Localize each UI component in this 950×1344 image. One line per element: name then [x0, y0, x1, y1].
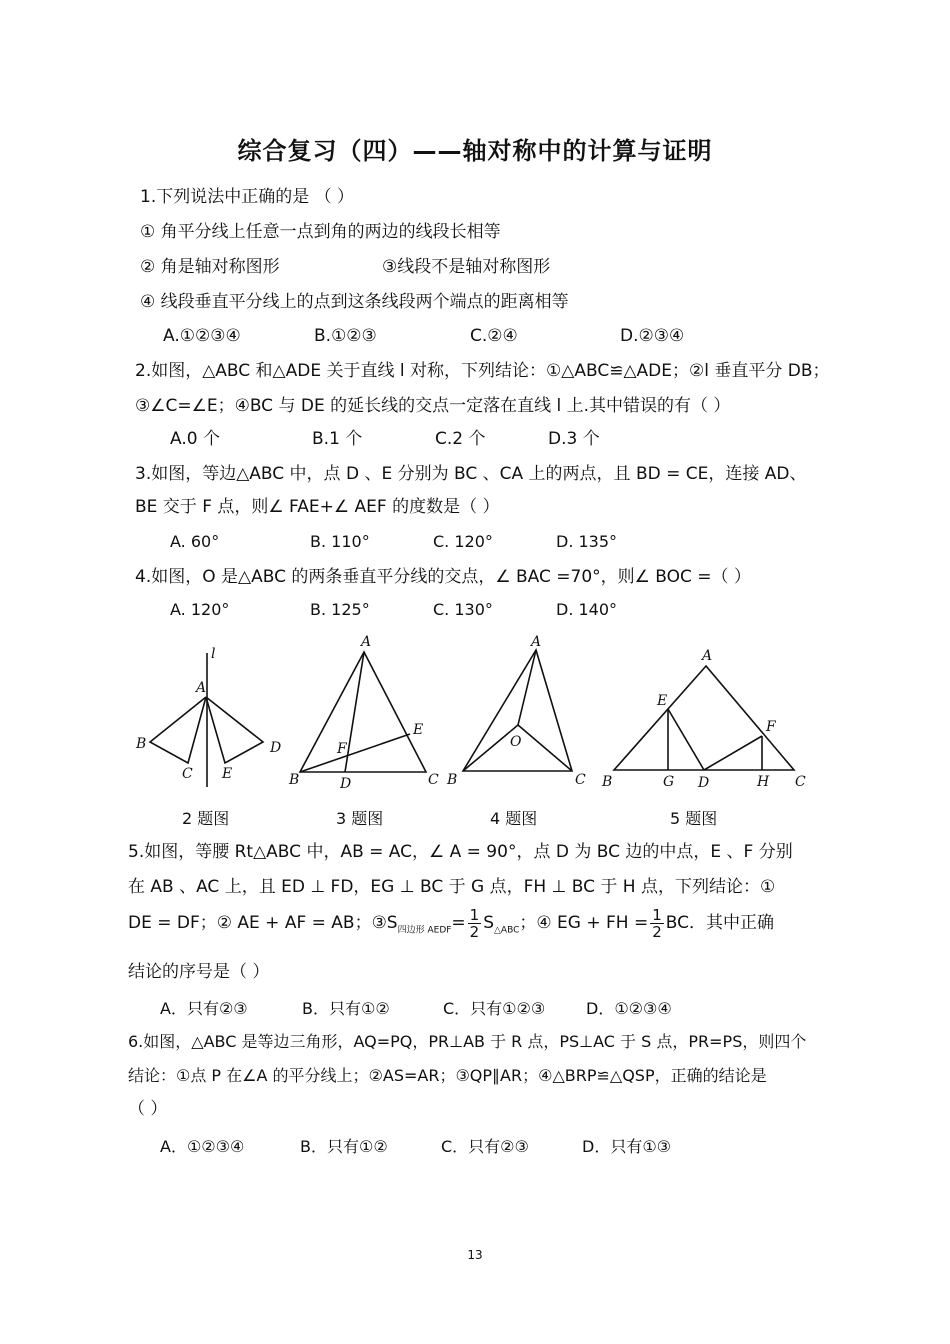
figure-2-caption: 2 题图	[182, 809, 230, 828]
q2-option-b: B.1 个	[312, 429, 363, 449]
figure-3-drawing	[300, 652, 426, 772]
q4-option-d: D. 140°	[556, 600, 618, 619]
q5-fraction-1: $\frac{1}{2}$	[469, 905, 480, 941]
q5-line3-part-d: BC．其中正确	[665, 913, 775, 933]
fig4-label-b: B	[447, 772, 458, 788]
q4-line-1: 4.如图，O 是△ABC 的两条垂直平分线的交点，∠ BAC =70°，则∠ BOC =（ ）	[135, 567, 751, 587]
q5-line-2: 在 AB 、AC 上，且 ED ⊥ FD，EG ⊥ BC 于 G 点，FH ⊥ BC 于 H 点，下列结论：①	[128, 877, 776, 897]
fig2-label-l: l	[211, 646, 216, 662]
q3-line-2: BE 交于 F 点，则∠ FAE+∠ AEF 的度数是（ ）	[135, 497, 500, 517]
fig5-label-d: D	[698, 775, 710, 791]
q2-line-2: ③∠C=∠E；④BC 与 DE 的延长线的交点一定落在直线 l 上.其中错误的有（ ）	[135, 396, 731, 416]
figure-4-drawing	[463, 650, 572, 771]
figure-3-caption: 3 题图	[336, 809, 384, 828]
figure-5-caption: 5 题图	[670, 809, 718, 828]
q5-line3-sub: 四边形 AEDF	[397, 925, 452, 936]
fig3-label-c: C	[428, 772, 439, 788]
q5-line3-sub2: △ABC	[494, 925, 520, 936]
fig4-label-c: C	[575, 772, 586, 788]
q2-line-1: 2.如图，△ABC 和△ADE 关于直线 l 对称，下列结论：①△ABC≌△ADE；②l 垂直平分 DB；	[135, 361, 830, 381]
q1-option-c: C.②④	[470, 326, 518, 346]
figures-row	[0, 630, 950, 800]
q6-line-2: 结论：①点 P 在∠A 的平分线上；②AS=AR；③QP∥AR；④△BRP≌△QSP，正确的结论是	[128, 1066, 767, 1085]
q6-line-3: （ ）	[128, 1099, 168, 1119]
q5-line-3	[128, 903, 774, 950]
fig3-label-b: B	[289, 772, 300, 788]
fig2-label-c: C	[182, 766, 193, 782]
fig5-label-b: B	[602, 774, 613, 790]
q6-option-a: A．①②③④	[160, 1137, 245, 1156]
q4-option-c: C. 130°	[433, 600, 493, 619]
q5-line3-part-b: S	[483, 913, 495, 933]
q5-fraction-2: $\frac{1}{2}$	[652, 905, 662, 941]
q2-option-c: C.2 个	[435, 429, 486, 449]
q4-option-b: B. 125°	[310, 600, 370, 619]
fig5-label-a: A	[702, 648, 713, 664]
q6-line-1: 6.如图，△ABC 是等边三角形，AQ=PQ，PR⊥AB 于 R 点，PS⊥AC 于 S 点，PR=PS，则四个	[128, 1032, 807, 1051]
q1-stem: 1.下列说法中正确的是 （ ）	[140, 187, 355, 207]
fig3-label-d: D	[340, 776, 352, 792]
q1-option-d: D.②③④	[620, 326, 685, 346]
q1-item-1: ① 角平分线上任意一点到角的两边的线段长相等	[140, 222, 501, 242]
q1-item-2: ② 角是轴对称图形	[140, 257, 280, 277]
q5-line3-part-c: ；④ EG + FH =	[519, 913, 649, 933]
q5-line-4: 结论的序号是（ ）	[128, 962, 270, 982]
q1-option-a: A.①②③④	[163, 326, 241, 346]
fig2-label-a: A	[196, 680, 207, 696]
page-title: 综合复习（四）——轴对称中的计算与证明	[237, 137, 713, 165]
q3-option-c: C. 120°	[433, 532, 493, 551]
fig5-label-c: C	[795, 774, 806, 790]
q5-line3-eq: =	[451, 913, 466, 933]
fig3-label-e: E	[413, 722, 424, 738]
q2-option-d: D.3 个	[548, 429, 600, 449]
q3-option-b: B. 110°	[310, 532, 370, 551]
q3-option-d: D. 135°	[556, 532, 618, 551]
q6-option-b: B．只有①②	[300, 1137, 388, 1156]
q3-option-a: A. 60°	[170, 532, 220, 551]
fig2-label-b: B	[136, 736, 147, 752]
figure-4-caption: 4 题图	[490, 809, 538, 828]
page-number: 13	[467, 1248, 483, 1262]
fig4-label-a: A	[531, 634, 542, 650]
fig5-label-e: E	[657, 693, 668, 709]
q5-line-1: 5.如图，等腰 Rt△ABC 中，AB = AC，∠ A = 90°，点 D 为 BC 边的中点，E 、F 分别	[128, 842, 793, 862]
fig5-label-h: H	[757, 774, 770, 790]
q6-option-c: C．只有②③	[441, 1137, 529, 1156]
fig3-label-a: A	[361, 634, 372, 650]
q1-item-4: ④ 线段垂直平分线上的点到这条线段两个端点的距离相等	[140, 292, 569, 312]
fig4-label-o: O	[510, 734, 522, 750]
q5-line3-part-a: DE = DF；② AE + AF = AB；③S	[128, 913, 398, 933]
q4-option-a: A. 120°	[170, 600, 230, 619]
fig3-label-f: F	[337, 741, 347, 757]
figure-2-drawing	[150, 653, 263, 787]
fig2-label-d: D	[270, 740, 282, 756]
q3-line-1: 3.如图，等边△ABC 中，点 D 、E 分别为 BC 、CA 上的两点，且 BD = CE，连接 AD、	[135, 464, 807, 484]
fig5-label-f: F	[766, 719, 776, 735]
q5-option-c: C．只有①②③	[443, 999, 546, 1018]
q6-option-d: D．只有①③	[582, 1137, 672, 1156]
q5-option-d: D．①②③④	[586, 999, 672, 1018]
fig2-label-e: E	[222, 766, 233, 782]
q1-option-b: B.①②③	[314, 326, 377, 346]
q1-item-3: ③线段不是轴对称图形	[382, 257, 551, 277]
figure-5-drawing	[614, 666, 794, 770]
q5-option-b: B．只有①②	[302, 999, 390, 1018]
q2-option-a: A.0 个	[170, 429, 220, 449]
fig5-label-g: G	[663, 774, 675, 790]
q5-option-a: A．只有②③	[160, 999, 248, 1018]
